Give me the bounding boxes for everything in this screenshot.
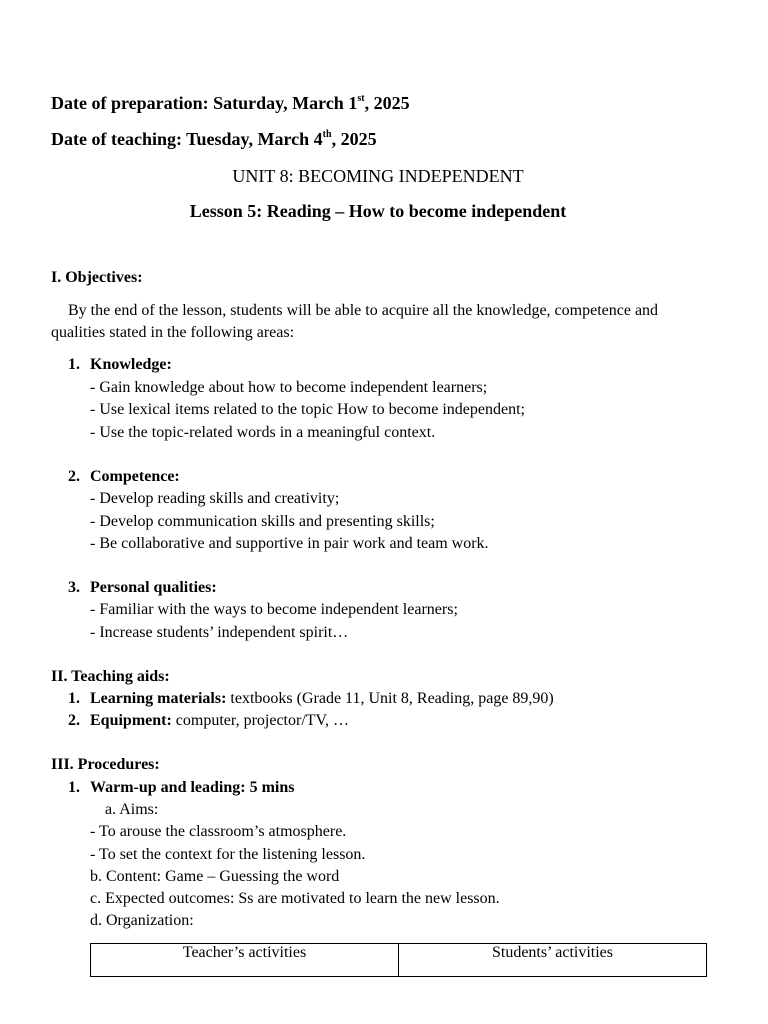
knowledge-item: - Use lexical items related to the topic How to become independent;: [90, 401, 525, 418]
procedures-heading: III. Procedures:: [51, 756, 160, 773]
students-activities-header: Students’ activities: [399, 944, 707, 977]
preparation-date: Date of preparation: Saturday, March 1st, 2025: [51, 93, 410, 113]
warmup-line: d. Organization:: [90, 912, 194, 929]
warmup-line: - To arouse the classroom’s atmosphere.: [90, 823, 347, 840]
knowledge-heading: 1. Knowledge:: [68, 356, 172, 373]
teaching-aid-item: 2. Equipment: computer, projector/TV, …: [68, 712, 350, 729]
warmup-line: - To set the context for the listening lesson.: [90, 846, 366, 863]
teaching-aid-item: 1. Learning materials: textbooks (Grade 11, Unit 8, Reading, page 89,90): [68, 690, 554, 707]
warmup-heading: 1. Warm-up and leading: 5 mins: [68, 779, 295, 796]
warmup-line: a. Aims:: [105, 801, 159, 818]
competence-item: - Be collaborative and supportive in pair work and team work.: [90, 535, 489, 552]
competence-item: - Develop reading skills and creativity;: [90, 490, 340, 507]
qualities-item: - Increase students’ independent spirit…: [90, 624, 349, 641]
lesson-title: Lesson 5: Reading – How to become independent: [189, 201, 567, 221]
teaching-date: Date of teaching: Tuesday, March 4th, 2025: [51, 129, 377, 149]
qualities-item: - Familiar with the ways to become independent learners;: [90, 601, 458, 618]
warmup-line: c. Expected outcomes: Ss are motivated to learn the new lesson.: [90, 890, 500, 907]
objectives-heading: I. Objectives:: [51, 269, 143, 286]
teaching-aids-heading: II. Teaching aids:: [51, 668, 170, 685]
teacher-activities-header: Teacher’s activities: [91, 944, 399, 977]
table-header-row: [91, 944, 707, 977]
objectives-intro-line-2: qualities stated in the following areas:: [51, 324, 295, 341]
competence-heading: 2. Competence:: [68, 468, 180, 485]
warmup-line: b. Content: Game – Guessing the word: [90, 868, 340, 885]
knowledge-item: - Use the topic-related words in a meaningful context.: [90, 424, 436, 441]
organization-table: [90, 943, 707, 977]
objectives-intro-line-1: By the end of the lesson, students will be able to acquire all the knowledge, competence and: [68, 302, 659, 319]
competence-item: - Develop communication skills and presenting skills;: [90, 513, 435, 530]
knowledge-item: - Gain knowledge about how to become independent learners;: [90, 379, 488, 396]
unit-title: UNIT 8: BECOMING INDEPENDENT: [232, 166, 524, 186]
qualities-heading: 3. Personal qualities:: [68, 579, 217, 596]
